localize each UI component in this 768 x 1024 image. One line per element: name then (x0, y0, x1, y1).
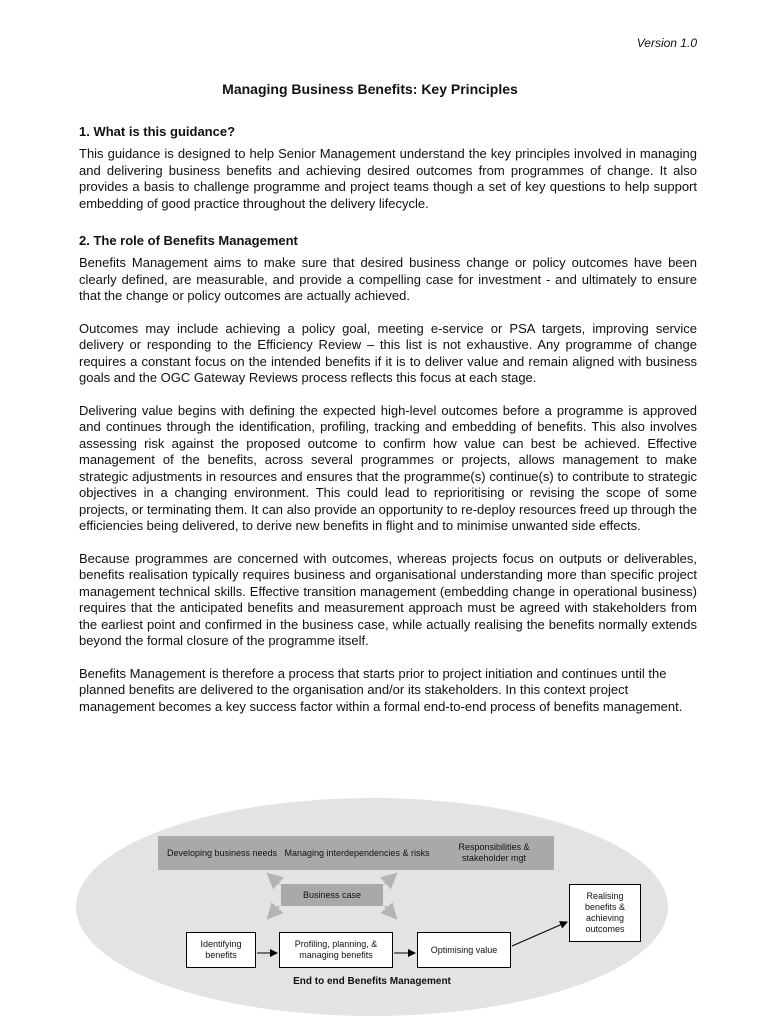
diagram-caption: End to end Benefits Management (293, 976, 451, 987)
bar-item-developing-needs: Developing business needs (166, 847, 278, 858)
arrow-down-right (385, 906, 396, 918)
bar-item-responsibilities: Responsibilities & stakeholder mgt (458, 842, 530, 863)
arrow-optimise-to-outcome (512, 922, 567, 946)
benefits-management-diagram (76, 798, 668, 1016)
section-heading: 1. What is this guidance? (79, 124, 236, 139)
section-heading: 2. The role of Benefits Management (79, 233, 298, 248)
version-label: Version 1.0 (636, 36, 697, 50)
arrow-to-developing-needs (268, 874, 279, 884)
section-role-of-benefits-management (79, 233, 697, 715)
paragraph: Because programmes are concerned with outcomes, whereas projects focus on outputs or deliverables, benefits realisation typically requires business and organisational understanding more than specific project management technical skills. Effective transition management (embedding change in operational business) requires that the anticipated benefits and measurement approach must be agreed with stakeholders from the earliest point and confirmed in the business case, while actually realising the benefits normally extends beyond the formal closure of the programme itself. (79, 550, 697, 648)
paragraph: Benefits Management is therefore a process that starts prior to project initiation and continues until the planned benefits are delivered to the organisation and/or its stakeholders. In this context project management becomes a key success factor within a formal end-to-end process of benefits management. (79, 665, 683, 714)
paragraph: This guidance is designed to help Senior Management understand the key principles involved in managing and delivering business benefits and achieving desired outcomes from programmes of change. It also provides a basis to challenge programme and project teams though a set of key questions to help support embedding of good practice throughout the delivery lifecycle. (79, 146, 697, 211)
section-what-is-guidance (79, 124, 697, 212)
document-title: Managing Business Benefits: Key Principles (222, 81, 518, 97)
paragraph: Outcomes may include achieving a policy goal, meeting e-service or PSA targets, improving service delivery or responding to the Efficiency Review – this list is not exhaustive. Any programme of change requires a constant focus on the intended benefits if it is to deliver value and remain aligned with business goals and the OGC Gateway Reviews process reflects this focus at each stage. (79, 320, 697, 385)
step-profiling-planning: Profiling, planning, & managing benefits (279, 932, 393, 968)
step-optimising-value: Optimising value (417, 932, 511, 968)
paragraph: Delivering value begins with defining the expected high-level outcomes before a programme is approved and continues through the identification, profiling, tracking and embedding of benefits. This also involves assessing risk against the proposed outcome to confirm how value can best be achieved. Effective management of the benefits, across several programmes or projects, allows management to make strategic adjustments in resources and ensures that the programme(s) continue(s) to contribute to strategic objectives in a changing environment. This could lead to reprioritising or revising the scope of some projects, or terminating them. It can also provide an opportunity to re-deploy resources freed up through the efficiencies being delivered, to derive new benefits in flight and to minimise unwanted side effects. (79, 402, 697, 533)
paragraph: Benefits Management aims to make sure that desired business change or policy outcomes have been clearly defined, are measurable, and provide a compelling case for investment - and ultimately to ensure that the change or policy outcomes are actually achieved. (79, 255, 697, 303)
business-case-box: Business case (281, 884, 383, 906)
bar-item-managing-interdependencies: Managing interdependencies & risks (284, 847, 430, 858)
outcome-realising-benefits: Realising benefits & achieving outcomes (569, 884, 641, 942)
arrow-to-responsibilities (385, 874, 396, 884)
arrow-down-left (268, 906, 279, 918)
step-identifying-benefits: Identifying benefits (186, 932, 256, 968)
